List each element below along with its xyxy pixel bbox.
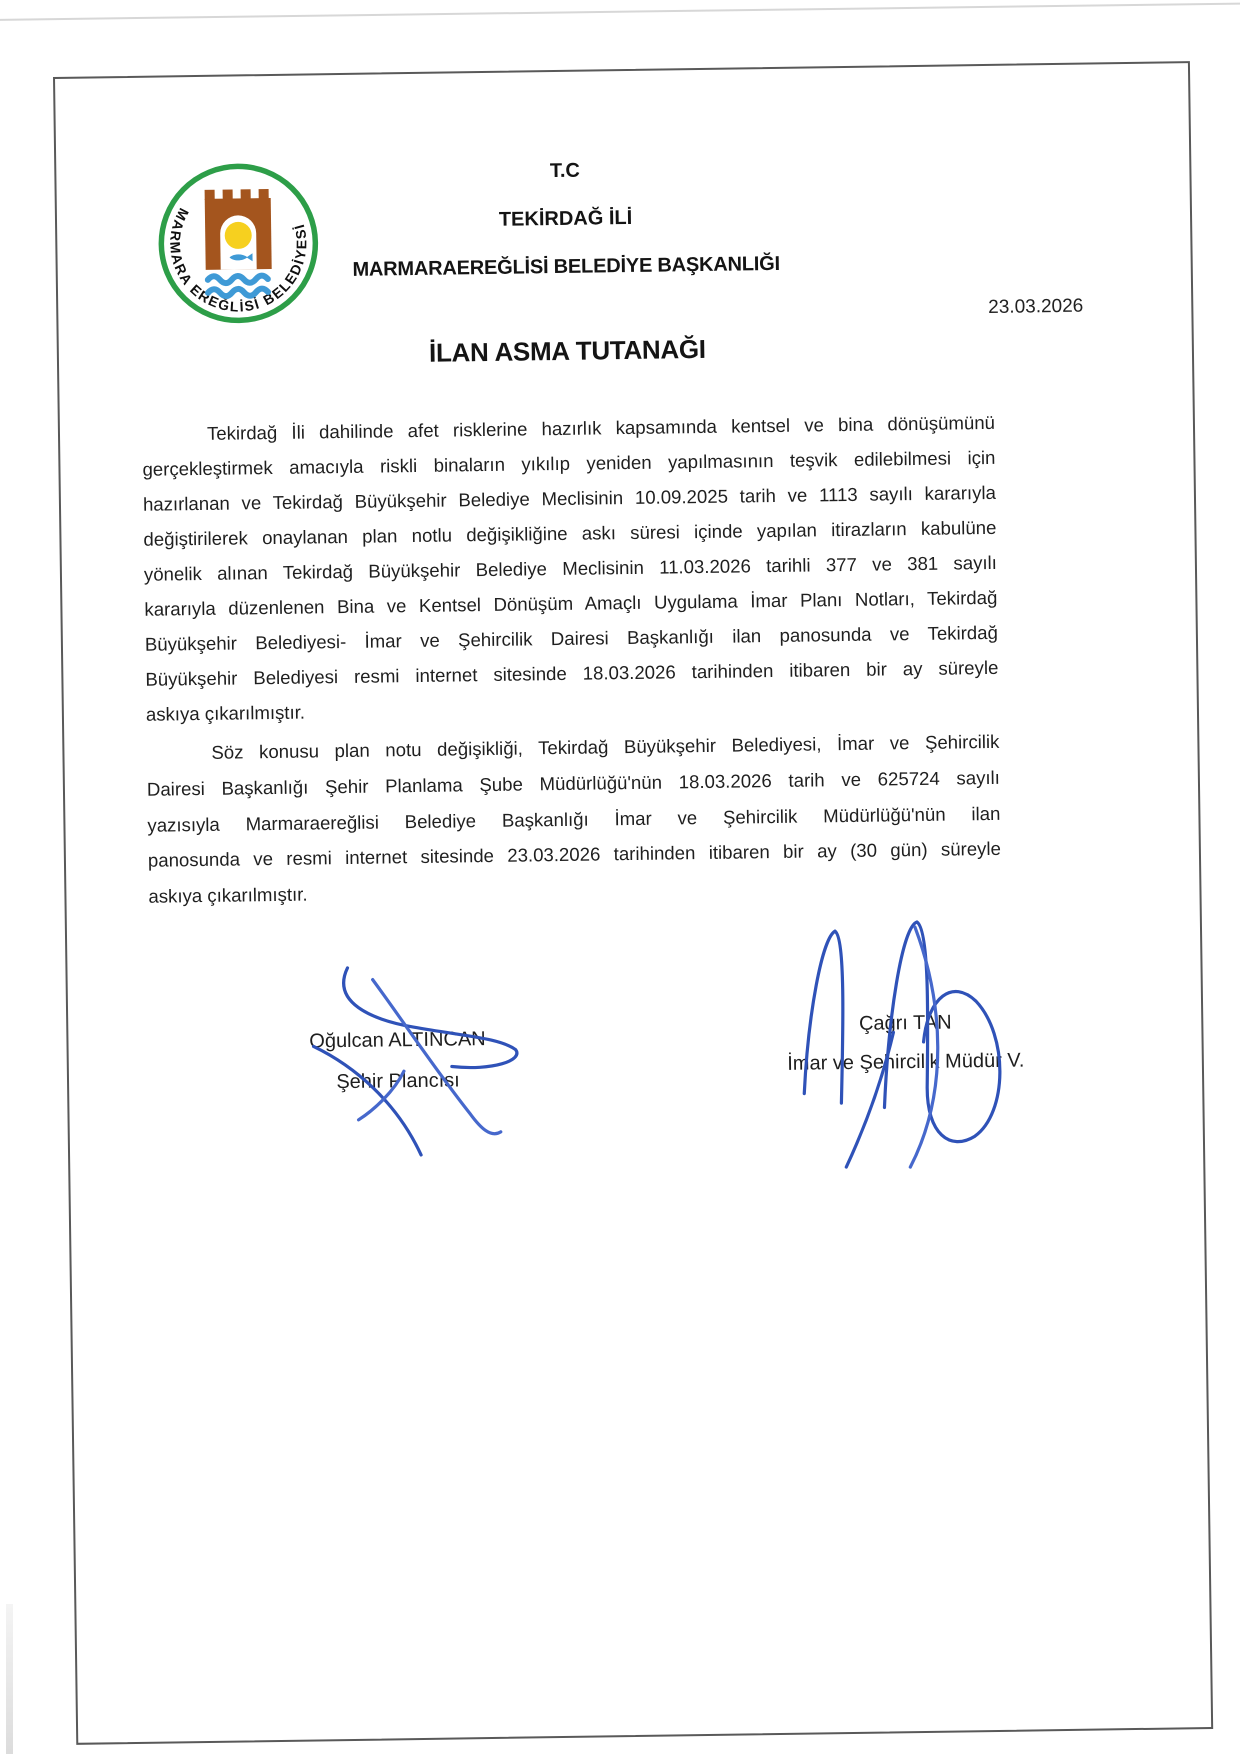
- logo-ring-text: MARMARA EREĞLİSİ BELEDİYESİ: [167, 205, 310, 315]
- text-line: gerçekleştirmek amacıyla riskli binaların yıkılıp yeniden yapılmasının teşvik edilebilmesi için: [142, 446, 996, 480]
- signer-right-name: Çağrı TAN: [858, 1011, 952, 1035]
- paragraph-2: [146, 724, 1001, 915]
- text-line: Büyükşehir Belediyesi resmi internet sitesinde 18.03.2026 tarihinden itibaren bir ay süreyle: [145, 656, 999, 690]
- scan-edge-line: [0, 2, 1240, 21]
- text-line: değiştirilerek onaylanan plan notlu değişikliğine askı süresi içinde yapılan itirazların kabulüne: [143, 516, 997, 550]
- text-line: yönelik alınan Tekirdağ Büyükşehir Belediye Meclisinin 11.03.2026 tarihli 377 ve 381 sayılı: [143, 551, 998, 585]
- signer-right-title: İmar ve Şehircilik Müdür V.: [787, 1049, 1025, 1075]
- text-line: panosunda ve resmi internet sitesinde 23.03.2026 tarihinden itibaren bir ay (30 gün) süreyle: [147, 838, 1002, 872]
- text-line: kararıyla düzenlenen Bina ve Kentsel Dönüşüm Amaçlı Uygulama İmar Planı Notları, Tekirdağ: [144, 586, 998, 620]
- document-date: 23.03.2026: [988, 295, 1084, 318]
- header-municipality: MARMARAEREĞLİSİ BELEDİYE BAŞKANLIĞI: [352, 252, 781, 281]
- text-line: askıya çıkarılmıştır.: [148, 883, 308, 907]
- text-line: Tekirdağ İli dahilinde afet risklerine hazırlık kapsamında kentsel ve bina dönüşümünü: [206, 411, 996, 444]
- text-line: Büyükşehir Belediyesi- İmar ve Şehircilik Dairesi Başkanlığı ilan panosunda ve Tekirdağ: [144, 621, 998, 655]
- signer-left-name: Oğulcan ALTINCAN: [309, 1028, 486, 1053]
- text-line: yazısıyla Marmaraereğlisi Belediye Başkanlığı İmar ve Şehircilik Müdürlüğü'nün ilan: [147, 802, 1001, 836]
- text-line: Dairesi Başkanlığı Şehir Planlama Şube Müdürlüğü'nün 18.03.2026 tarih ve 625724 sayılı: [146, 766, 1001, 800]
- scan-edge-streak: [6, 1604, 13, 1754]
- header-republic: T.C: [549, 159, 581, 183]
- header-province: TEKİRDAĞ İLİ: [498, 206, 633, 231]
- document-title: İLAN ASMA TUTANAĞI: [428, 333, 706, 368]
- text-line: hazırlanan ve Tekirdağ Büyükşehir Belediye Meclisinin 10.09.2025 tarih ve 1113 sayılı kararıyla: [142, 481, 997, 515]
- signer-left-title: Şehir Plancısı: [336, 1069, 460, 1094]
- signature-block-right: [735, 1002, 1076, 1085]
- signature-block-left: [247, 1018, 548, 1104]
- paragraph-1: [142, 405, 999, 732]
- document-border-frame: [53, 61, 1213, 1745]
- text-line: askıya çıkarılmıştır.: [145, 701, 306, 725]
- text-line: Söz konusu plan notu değişikliği, Tekirdağ Büyükşehir Belediyesi, İmar ve Şehircilik: [211, 730, 1000, 763]
